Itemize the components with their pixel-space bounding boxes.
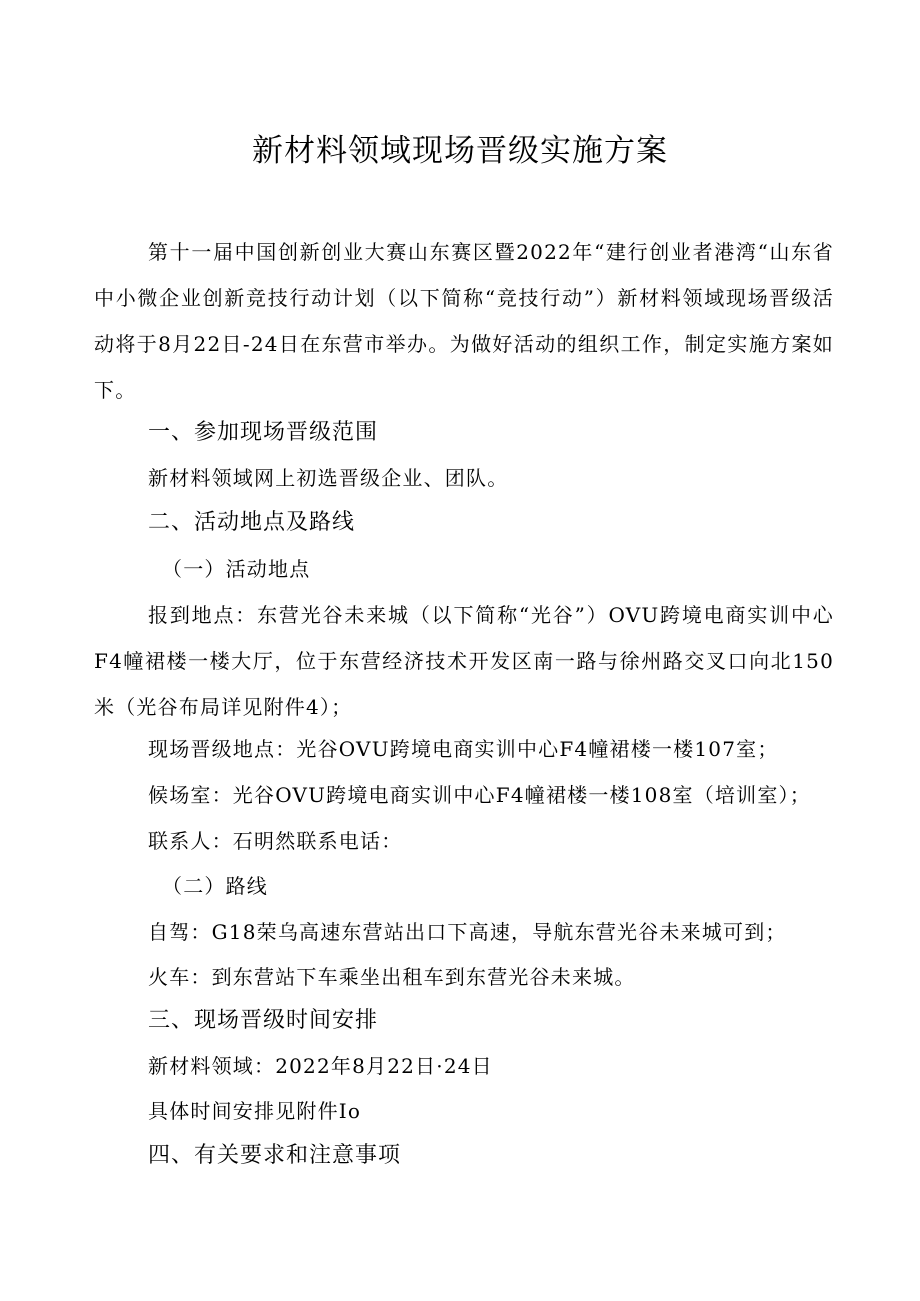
intro-paragraph: 第十一届中国创新创业大赛山东赛区暨2022年“建行创业者港湾“山东省中小微企业创新竞技行动计划（以下简称“竞技行动”）新材料领域现场晋级活动将于8月22日-24日在东营市举办。为做好活动的组织工作，制定实施方案如下。 [94, 240, 834, 402]
section-1-heading: 一、参加现场晋级范围 [148, 420, 379, 445]
page-title: 新材料领域现场晋级实施方案 [252, 133, 668, 169]
section-2-heading: 二、活动地点及路线 [148, 510, 356, 535]
drive-route-line: 自驾：G18荣乌高速东营站出口下高速，导航东营光谷未来城可到； [148, 920, 787, 944]
venue-line: 现场晋级地点：光谷OVU跨境电商实训中心F4幢裙楼一楼107室； [148, 737, 779, 761]
train-route-line: 火车：到东营站下车乘坐出租车到东营光谷未来城。 [148, 965, 636, 989]
section-2-sub-2-heading: （二）路线 [162, 874, 268, 898]
contact-line: 联系人：石明然联系电话： [148, 829, 403, 853]
section-4-heading: 四、有关要求和注意事项 [148, 1143, 402, 1168]
waiting-room-line: 候场室：光谷OVU跨境电商实训中心F4幢裙楼一楼108室（培训室）； [148, 783, 811, 807]
section-1-body: 新材料领域网上初选晋级企业、团队。 [148, 466, 509, 490]
date-line: 新材料领域：2022年8月22日·24日 [148, 1054, 493, 1078]
checkin-location-paragraph: 报到地点：东营光谷未来城（以下简称“光谷”）OVU跨境电商实训中心F4幢裙楼一楼大厅，位于东营经济技术开发区南一路与徐州路交叉口向北150米（光谷布局详见附件4）； [94, 603, 834, 719]
section-3-heading: 三、现场晋级时间安排 [148, 1008, 379, 1033]
schedule-line: 具体时间安排见附件Io [148, 1099, 362, 1123]
section-2-sub-1-heading: （一）活动地点 [162, 557, 311, 581]
